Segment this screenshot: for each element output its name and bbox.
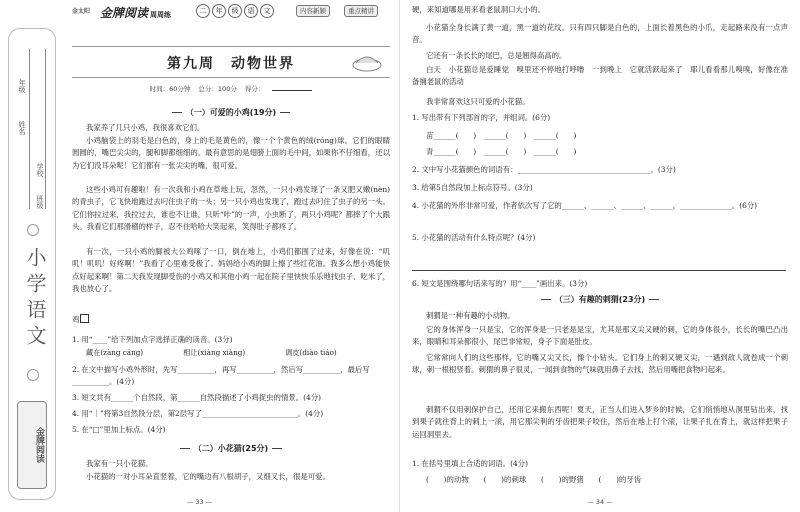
question-5: 5. 在“□”里加上标点。(4分) (72, 425, 166, 434)
class-field-label: 班级 (36, 195, 44, 209)
question-3: 3. 给第5自然段加上标点符号。(3分) (412, 183, 533, 192)
right-page (400, 0, 800, 512)
question-2: 2. 在文中描写小鸡外形时，先写__________，再写__________，然后写__________，最后写__________。(4分) (72, 365, 370, 386)
publisher: 金太阳 (72, 8, 91, 15)
school-field-label: 学校 (36, 163, 44, 177)
paragraph: 白天 小花猫总是爱睡觉 嗅里还不停地打呼噜 一到晚上 它就活跃起来了 耶儿看看那儿嗅嗅，好像在准备捕老鼠的活动 (412, 65, 788, 87)
question-1: 1. 用“____”给下列加点字选择正确的读音。(3分) (72, 335, 233, 344)
grade-tags (196, 4, 274, 18)
question-2: 2. 文中写小花猫颜色的词语有：____________________________________。(3分) (412, 165, 676, 174)
section-title: （三）有趣的刺猬(23分) (412, 294, 788, 305)
grade-char: 语 (244, 4, 258, 18)
question-3: 3. 短文共有______个自然段，第______自然段描述了小鸡捉虫的情景。(4分) (72, 393, 321, 402)
brand-logo-vertical: 金牌阅读 (17, 401, 47, 489)
grade-char: 文 (260, 4, 274, 18)
side-strip (8, 28, 56, 500)
fill-blank-row: ( )的动物 ( )的刺球 ( )的野猪 ( )的牙齿 (426, 475, 642, 484)
paragraph: 小花猫的一对小耳朵直竖着，它的嘴边有八根胡子，又细又长，很是可爱。 (86, 472, 330, 481)
tag-badge: 内容新颖 (296, 5, 330, 17)
circle-icon (27, 369, 39, 381)
grade-char: 二 (196, 4, 210, 18)
question-4: 4. 用“｜”将第3自然段分层，第2层写了__________________________。(4分) (72, 409, 324, 418)
paragraph-end: 鸡 (72, 314, 132, 326)
question-6: 6. 短文是围绕哪句话来写的？用“____”画出来。(3分) (412, 279, 588, 288)
radical-row: 苗______( ) ______( ) ______( ) (426, 131, 577, 140)
paragraph: 我家养了几只小鸡，我很喜欢它们。 (86, 123, 205, 132)
paragraph: 我非常喜欢这只可爱的小花猫。 (426, 97, 530, 106)
paragraph: 这些小鸡可有趣啦！有一次我和小鸡在草地上玩，忽然，一只小鸡发现了一条又肥又嫩(nèn)的青虫子，它飞快地跑过去叼住虫子的一头；另一只小鸡也发现了，跑过去叼住了虫子的另一头。它们你拉过来，我拉过去，谁也不让谁，只听“咔”的一声，小虫断了，两只小鸡呢？都摔了个大跟头。我看它们那滑稽的样子，忍不住哈哈大笑起来，笑得肚子都疼了。 (72, 185, 390, 232)
paragraph: 它还有一条长长的尾巴，总是翘得高高的。 (426, 51, 567, 60)
question-1: 1. 在括号里填上合适的词语。(4分) (412, 459, 528, 468)
grade-char: 年 (212, 4, 226, 18)
paragraph: 它的身体浑身一只是宝，它的浑身是一只老是是宝，尤其是那又尖又硬的刺，它的身体很小，长长的嘴巴凸出来，眼睛和耳朵都很小，尾巴非常短，身子下面是肚皮。 (412, 325, 788, 347)
paragraph: 我家有一只小花猫。 (86, 459, 153, 468)
question-1: 1. 写出带有下列部首的字，并组词。(6分) (412, 113, 551, 122)
paragraph: 刺猬不仅用刺保护自己，还用它来搬东西呢！夏天，正当人们进入梦乡的时候，它们悄悄地从洞里钻出来，找到果子就往背上的刺上一滚，用它那尖利的牙齿把果子咬住，然后在地上打个滚，让果子扎在背上，就这样把果子运回洞里去。 (412, 405, 788, 439)
grade-char: 级 (228, 4, 242, 18)
radical-row: 青______( ) ______( ) ______( ) (426, 147, 577, 156)
paragraph: 硬，来知道哪是用来看老鼠洞口大小的。 (412, 5, 546, 14)
circle-icon (27, 224, 39, 236)
divider (45, 49, 46, 209)
question-5: 5. 小花猫的活动有什么特点呢？(4分) (412, 233, 536, 242)
question-4: 4. 小花猫的外形非常可爱，作者依次写了它的______、______、______、______，______________。(6分) (412, 201, 758, 210)
page-title: 第九周 动物世界 (167, 56, 295, 72)
paragraph: 它常常向人们的这些那样，它的嘴又尖又长，像个小钻头。它们身上的刺又硬又尖，一遇到敌人就卷成一个刺球，刺一根根竖着。刺猬的鼻子很灵，一闻到食物的气味就用鼻子去找，然后用嘴把食物叼起来。 (412, 353, 788, 375)
pinyin-options: 藏在(zàng cáng) 相让(xiàng xiàng) 调皮(diào tiáo) (86, 348, 337, 357)
answer-line (412, 270, 786, 271)
name-field-label: 姓名 (18, 121, 26, 135)
subject-title: 小学语文 (23, 247, 47, 351)
tag-badge: 重点精讲 (344, 5, 378, 17)
paragraph: 有一次，一只小鸡的脚被大公鸡啄了一口，倒在地上，小鸡们都围了过来，好像在说：“叽叽！叽叽！好疼啊！”我看了心里难受极了。妈妈给小鸡的脚上擦了些红花油。我多么想小鸡能快点好起来啊！第二天我发现脚受伤的小鸡又和其他小鸡一起在院子里快快乐乐地找虫子、吃米了，我也放心了。 (72, 247, 390, 294)
brand-logo: 金牌阅读 周周练 (100, 6, 172, 20)
page-number: — 33 — (186, 498, 213, 506)
divider (29, 49, 30, 209)
paragraph: 小鸡脑袋上的羽毛是白色的，身上的毛是黄色的，像一个个黄色的绒(róng)球。它们的眼睛圆圆的，嘴巴尖尖的，腿和脚都细细的。最有意思的是翅膀上面的毛中间，如果你不仔细看，还以为它们没耳朵呢！它们都有一张尖尖的嘴，很可爱。 (72, 136, 390, 170)
section-title: （一）可爱的小鸡(19分) (72, 107, 390, 118)
grade-field-label: 年级 (18, 79, 26, 93)
paragraph: 小花猫全身长满了黄一道，黑一道的花纹。只有四只脚是白色的，上面长着黑色的小爪，走起路来没有一点声音。 (412, 23, 788, 45)
paragraph: 刺猬是一种有趣的小动物。 (426, 311, 515, 320)
title-banner (72, 46, 390, 78)
section-title: （二）小花猫(25分) (72, 443, 390, 454)
page-number: — 34 — (587, 498, 613, 506)
leaf-decoration-icon (350, 49, 384, 77)
exam-meta: 时间：60分钟 总分：100分 得分： (72, 84, 390, 93)
